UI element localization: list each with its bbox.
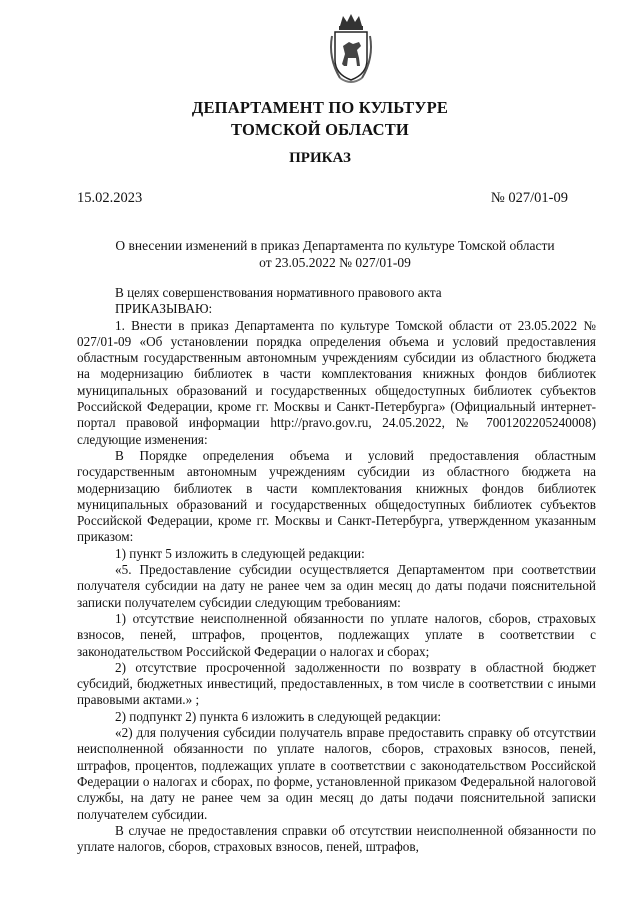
subitem-1-paragraph: 1) пункт 5 изложить в следующей редакции: bbox=[115, 545, 365, 561]
department-name-line2: ТОМСКОЙ ОБЛАСТИ bbox=[231, 120, 409, 139]
item-1-paragraph: 1. Внести в приказ Департамента по культуре Томской области от 23.05.2022 № 027/01-09 «Об установлении порядка определения объема и условий предоставления областным государственным автономным учреждениям субсидии из областного бюджета на модернизацию библиотек в части комплектования книжных фондов библиотек муниципальных образований и государственных общедоступных библиотек субъектов Российской Федерации, кроме гг. Москвы и Санкт-Петербурга» (Официальный интернет-портал правовой информации http://pravo.gov.ru, 24.05.2022, № 7001202205240008) следующие изменения: bbox=[77, 317, 596, 447]
department-name-line1: ДЕПАРТАМЕНТ ПО КУЛЬТУРЕ bbox=[191, 98, 449, 117]
order-verb: ПРИКАЗЫВАЮ: bbox=[115, 301, 213, 317]
requirement-1-paragraph: 1) отсутствие неисполненной обязанности по уплате налогов, сборов, страховых взносов, пеней, штрафов, процентов, подлежащих уплате в соответствии с законодательством Российской Федерации о налогах и сборах; bbox=[77, 610, 596, 659]
subject-line1: О внесении изменений в приказ Департамента по культуре Томской области bbox=[115, 238, 555, 253]
clause-5-paragraph: «5. Предоставление субсидии осуществляется Департаментом при соответствии получателя субсидии на дату не ранее чем за один месяц до даты подачи пояснительной записки получателем субсидии следующим требованиям: bbox=[77, 562, 596, 610]
requirement-2-paragraph: 2) отсутствие просроченной задолженности по возврату в областной бюджет субсидий, бюджетных инвестиций, предоставленных, в том числе в соответствии с иными правовыми актами.» ; bbox=[77, 659, 596, 708]
subject-line2: от 23.05.2022 № 027/01-09 bbox=[259, 255, 411, 270]
document-type-title: ПРИКАЗ bbox=[289, 150, 351, 166]
subitem-2-paragraph: 2) подпункт 2) пункта 6 изложить в следующей редакции: bbox=[115, 708, 442, 724]
coat-of-arms-emblem bbox=[326, 12, 376, 90]
clause-6-2-paragraph: «2) для получения субсидии получатель вправе предоставить справку об отсутствии неисполненной обязанности по уплате налогов, сборов, страховых взносов, пеней, штрафов, процентов, подлежащих уплате в соответствии с законодательством Российской Федерации о налогах и сборах, по форме, установленной приказом Федеральной налоговой службы, на дату не ранее чем за один месяц до даты подачи пояснительной записки получателем субсидии. bbox=[77, 725, 596, 822]
order-body bbox=[77, 285, 596, 855]
preamble-paragraph: В целях совершенствования нормативного правового акта bbox=[115, 285, 442, 300]
order-number: № 027/01-09 bbox=[490, 190, 568, 206]
procedure-paragraph: В Порядке определения объема и условий предоставления областным государственным автономным учреждениям субсидии из областного бюджета на модернизацию библиотек в части комплектования книжных фондов библиотек муниципальных образований и государственных общедоступных библиотек субъектов Российской Федерации, кроме гг. Москвы и Санкт-Петербурга, утвержденном указанным приказом: bbox=[77, 447, 596, 545]
order-date: 15.02.2023 bbox=[77, 190, 143, 206]
non-submission-paragraph: В случае не предоставления справки об отсутствии неисполненной обязанности по уплате налогов, сборов, страховых взносов, пеней, штрафов, bbox=[77, 822, 596, 855]
